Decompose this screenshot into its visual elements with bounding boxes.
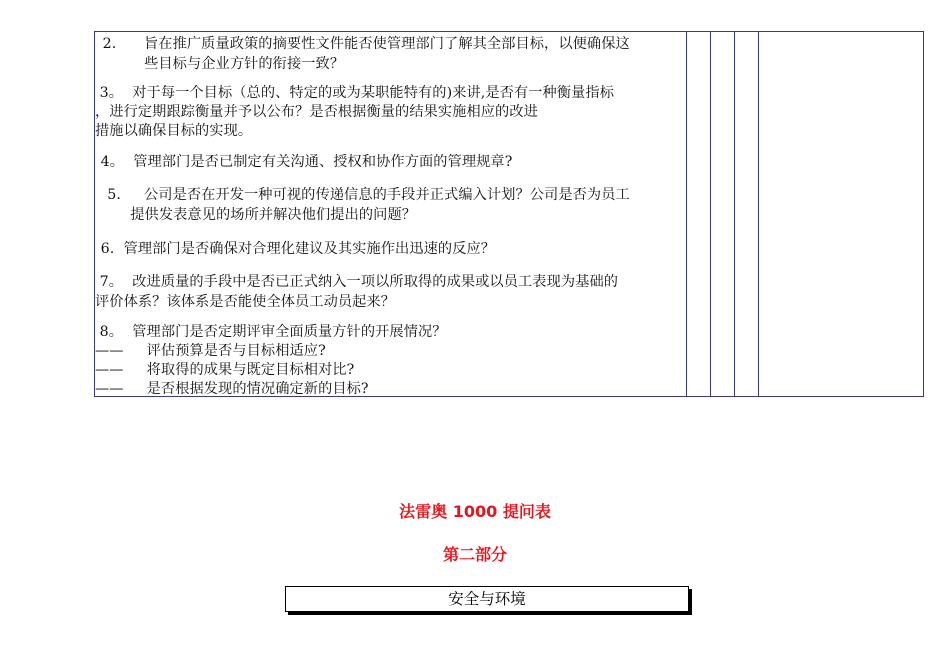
question-5 bbox=[98, 185, 630, 225]
section-heading-label: 安全与环境 bbox=[448, 590, 526, 608]
question-8-sub-1: —— 评估预算是否与目标相适应? bbox=[95, 343, 326, 359]
question-2-line-1: 2. 旨在推广质量政策的摘要性文件能否使管理部门了解其全部目标，以便确保这 bbox=[98, 36, 630, 52]
question-3 bbox=[95, 84, 614, 141]
question-4-line-1: 4。 管理部门是否已制定有关沟通、授权和协作方面的管理规章? bbox=[96, 154, 513, 170]
question-8 bbox=[95, 323, 447, 399]
part-title: 第二部分 bbox=[442, 545, 507, 564]
section-heading bbox=[285, 586, 689, 612]
question-8-sub-2: —— 将取得的成果与既定目标相对比? bbox=[95, 362, 355, 378]
question-6-line-1: 6. 管理部门是否确保对合理化建议及其实施作出迅速的反应？ bbox=[96, 241, 496, 257]
question-6 bbox=[96, 239, 495, 259]
question-4 bbox=[96, 152, 512, 172]
column-divider bbox=[710, 32, 711, 396]
question-3-line-2: ，进行定期跟踪衡量并予以公布？是否根据衡量的结果实施相应的改进 bbox=[95, 104, 538, 120]
question-7 bbox=[95, 272, 618, 312]
question-3-line-3: 措施以确保目标的实现。 bbox=[95, 123, 253, 139]
question-5-line-2: 提供发表意见的场所并解决他们提出的问题？ bbox=[98, 207, 417, 223]
question-table bbox=[94, 31, 924, 397]
column-divider bbox=[734, 32, 735, 396]
question-8-sub-3: —— 是否根据发现的情况确定新的目标? bbox=[95, 381, 369, 397]
questionnaire-title: 法雷奥 1000 提问表 bbox=[399, 502, 551, 521]
question-2-line-2: 些目标与企业方针的衔接一致？ bbox=[98, 56, 345, 72]
question-column bbox=[95, 32, 687, 396]
question-5-line-1: 5. 公司是否在开发一种可视的传递信息的手段并正式编入计划？公司是否为员工 bbox=[98, 187, 630, 203]
column-divider bbox=[758, 32, 759, 396]
question-2 bbox=[98, 34, 630, 74]
question-7-line-1: 7。 改进质量的手段中是否已正式纳入一项以所取得的成果或以员工表现为基础的 bbox=[95, 274, 619, 290]
question-8-line-1: 8。 管理部门是否定期评审全面质量方针的开展情况？ bbox=[95, 324, 447, 340]
question-7-line-2: 评价体系？该体系是否能使全体员工动员起来？ bbox=[95, 294, 396, 310]
question-3-line-1: 3。 对于每一个目标（总的、特定的或为某职能特有的)来讲,是否有一种衡量指标 bbox=[95, 85, 614, 101]
